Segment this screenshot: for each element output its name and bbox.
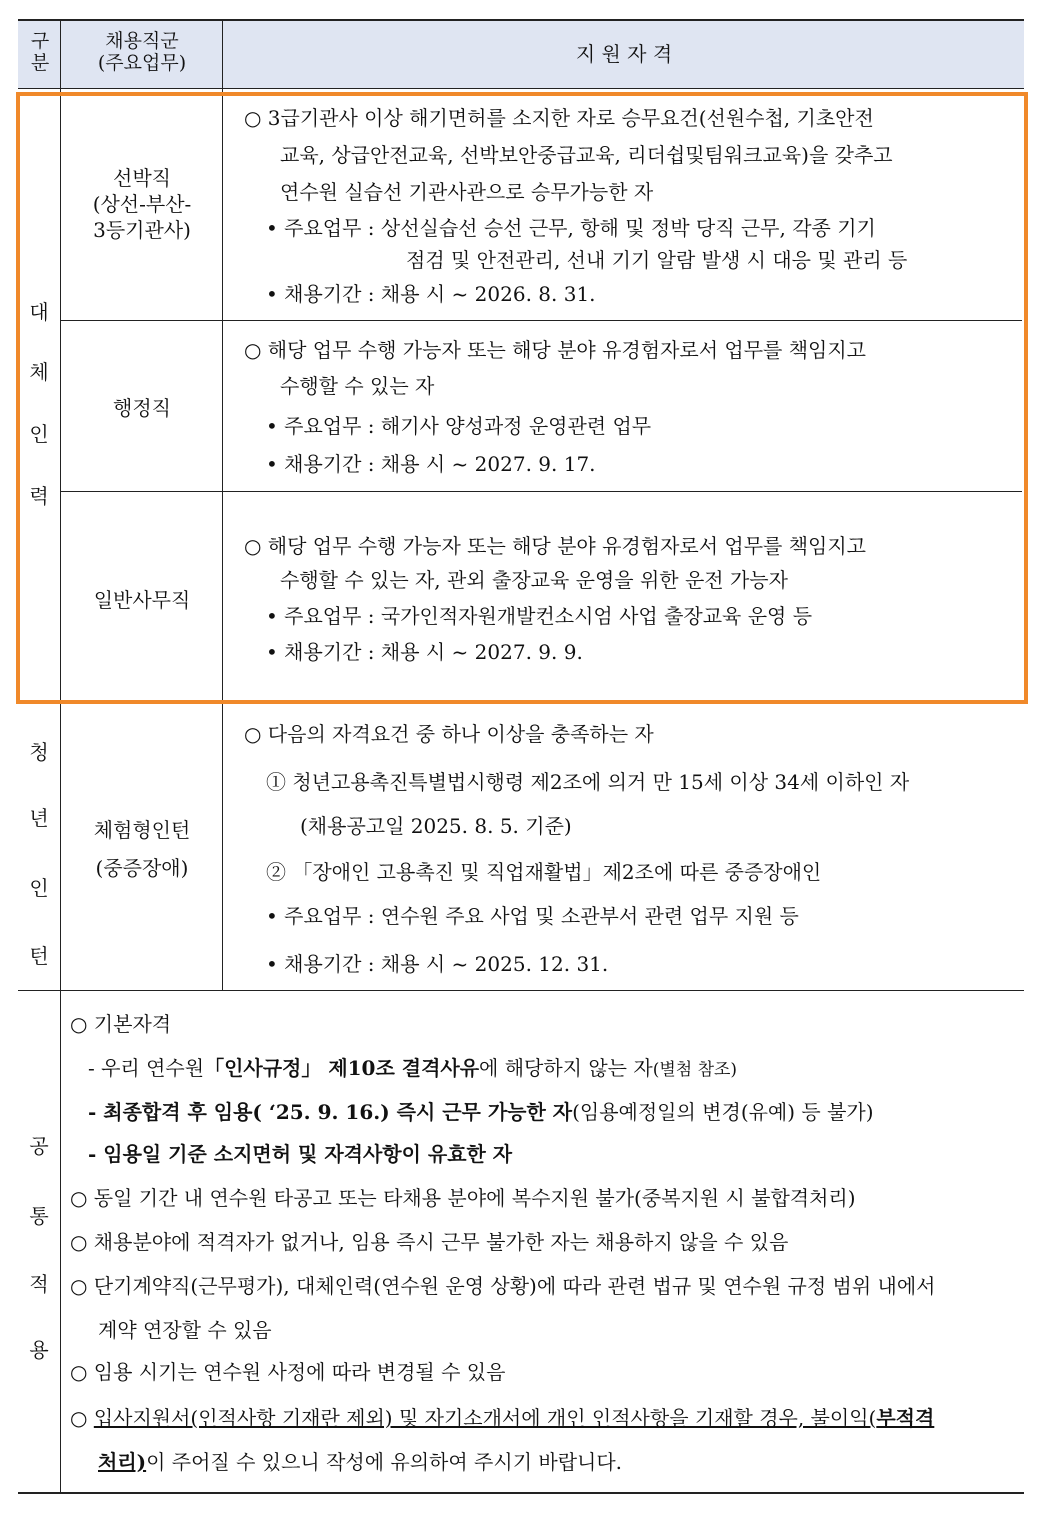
- common-line: [88, 1100, 874, 1124]
- common-text: ○ 임용 시기는 연수원 사정에 따라 변경될 수 있음: [70, 1360, 506, 1384]
- qualification-text: (채용공고일 2025. 8. 5. 기준): [300, 814, 572, 838]
- common-text: ○ 기본자격: [70, 1012, 172, 1036]
- job-title: 3등기관사): [93, 218, 191, 242]
- section-divider: [18, 990, 1024, 991]
- common-line: [98, 1450, 622, 1474]
- header-bottom-border: [18, 88, 1024, 89]
- common-text-bold: 「인사규정」 제10조 결격사유: [204, 1056, 480, 1080]
- common-text: 계약 연장할 수 있음: [98, 1318, 272, 1342]
- qualification-text: ○ 해당 업무 수행 가능자 또는 해당 분야 유경험자로서 업무를 책임지고: [244, 534, 866, 558]
- category-char: 력: [29, 484, 49, 508]
- job-title: 행정직: [113, 396, 171, 420]
- job-title: 일반사무직: [93, 588, 191, 612]
- duty-text: • 주요업무 : 연수원 주요 사업 및 소관부서 관련 업무 지원 등: [266, 904, 799, 928]
- qualification-text: 교육, 상급안전교육, 선박보안중급교육, 리더쉽및팀워크교육)을 갖추고: [280, 143, 893, 167]
- header-job-line1: 채용직군: [105, 30, 179, 52]
- header-qualification: 지 원 자 격: [575, 42, 673, 66]
- table-top-border: [18, 19, 1024, 21]
- period-text: • 채용기간 : 채용 시 ~ 2027. 9. 9.: [266, 640, 583, 664]
- common-text-bold: - 임용일 기준 소지면허 및 자격사항이 유효한 자: [88, 1142, 513, 1166]
- common-text: ○ 채용분야에 적격자가 없거나, 임용 즉시 근무 불가한 자는 채용하지 않을 수 있음: [70, 1230, 789, 1254]
- duty-text: • 주요업무 : 국가인적자원개발컨소시엄 사업 출장교육 운영 등: [266, 604, 813, 628]
- job-title: 체험형인턴: [93, 818, 191, 842]
- category-char: 용: [29, 1338, 49, 1362]
- common-text: ○ 동일 기간 내 연수원 타공고 또는 타채용 분야에 복수지원 불가(중복지원 시 불합격처리): [70, 1186, 856, 1210]
- duty-text: • 주요업무 : 해기사 양성과정 운영관련 업무: [266, 414, 652, 438]
- common-text: ○: [70, 1406, 88, 1430]
- common-text: 이 주어질 수 있으니 작성에 유의하여 주시기 바랍니다.: [146, 1450, 623, 1474]
- category-char: 턴: [29, 944, 49, 968]
- common-text: - 우리 연수원: [88, 1056, 205, 1080]
- category-char: 체: [29, 360, 49, 384]
- common-text-underline: 입사지원서(인적사항 기재란 제외) 및 자기소개서에 개인 인적사항을 기재할 경우, 불이익(: [93, 1406, 877, 1430]
- common-text-bold: 부적격: [876, 1406, 935, 1430]
- category-char: 청: [29, 740, 49, 764]
- duty-text: 점검 및 안전관리, 선내 기기 알람 발생 시 대응 및 관리 등: [406, 248, 908, 272]
- qualification-text: ○ 해당 업무 수행 가능자 또는 해당 분야 유경험자로서 업무를 책임지고: [244, 338, 866, 362]
- category-char: 년: [29, 806, 49, 830]
- job-title: 선박직: [113, 166, 171, 190]
- table-bottom-border: [18, 1492, 1024, 1494]
- common-line: [88, 1056, 737, 1082]
- category-char: 인: [29, 422, 49, 446]
- job-title: (상선-부산-: [92, 192, 192, 216]
- period-text: • 채용기간 : 채용 시 ~ 2025. 12. 31.: [266, 952, 609, 976]
- category-char: 공: [29, 1134, 49, 1158]
- header-category: 구분: [30, 30, 50, 74]
- period-text: • 채용기간 : 채용 시 ~ 2026. 8. 31.: [266, 282, 596, 306]
- period-text: • 채용기간 : 채용 시 ~ 2027. 9. 17.: [266, 452, 596, 476]
- qualification-text: 수행할 수 있는 자: [280, 374, 435, 398]
- header-job-line2: (주요업무): [97, 52, 187, 74]
- qualification-text: ○ 3급기관사 이상 해기면허를 소지한 자로 승무요건(선원수첩, 기초안전: [244, 106, 874, 130]
- common-text-bold: 처리): [98, 1450, 147, 1474]
- qualification-text: ② 「장애인 고용촉진 및 직업재활법」제2조에 따른 중증장애인: [266, 860, 822, 884]
- common-text-bold: - 최종합격 후 임용( ‘25. 9. 16.) 즉시 근무 가능한 자: [88, 1100, 573, 1124]
- common-line: [70, 1406, 934, 1430]
- common-text: 에 해당하지 않는 자: [479, 1056, 653, 1080]
- duty-text: • 주요업무 : 상선실습선 승선 근무, 항해 및 정박 당직 근무, 각종 기기: [266, 216, 876, 240]
- category-char: 대: [29, 300, 49, 324]
- qualification-text: ○ 다음의 자격요건 중 하나 이상을 충족하는 자: [244, 722, 654, 746]
- category-char: 적: [29, 1272, 49, 1296]
- job-title: (중증장애): [95, 856, 189, 880]
- qualification-text: ① 청년고용촉진특별법시행령 제2조에 의거 만 15세 이상 34세 이하인 자: [266, 770, 910, 794]
- qualification-text: 수행할 수 있는 자, 관외 출장교육 운영을 위한 운전 가능자: [280, 568, 788, 592]
- common-text: ○ 단기계약직(근무평가), 대체인력(연수원 운영 상황)에 따라 관련 법규 및 연수원 규정 범위 내에서: [70, 1274, 936, 1298]
- qualification-text: 연수원 실습선 기관사관으로 승무가능한 자: [280, 180, 654, 204]
- category-char: 통: [29, 1204, 49, 1228]
- common-text: (임용예정일의 변경(유예) 등 불가): [572, 1100, 874, 1124]
- category-char: 인: [29, 876, 49, 900]
- common-text-small: (별첨 참조): [652, 1060, 738, 1080]
